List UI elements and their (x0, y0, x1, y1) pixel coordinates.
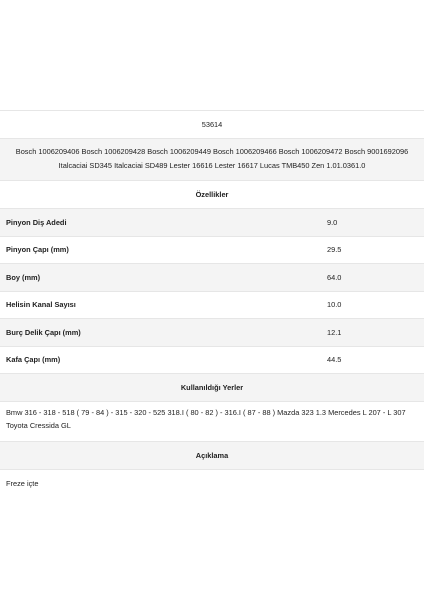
compatibility-row (0, 138, 424, 180)
product-code-row (0, 110, 424, 138)
description-heading-row (0, 441, 424, 469)
features-heading: Özellikler (195, 190, 229, 199)
spec-value: 44.5 (327, 355, 342, 365)
spec-label: Pinyon Diş Adedi (6, 217, 67, 227)
compatibility-text: Bosch 1006209406 Bosch 1006209428 Bosch 1006209449 Bosch 1006209466 Bosch 1006209472 Bosch 9001692096 Italcaciai SD345 Italcaciai SD489 Lester 16616 Lester 16617 Lucas TMB450 Zen 1.01.0361.0 (15, 147, 409, 170)
spec-label: Pinyon Çapı (mm) (6, 245, 69, 255)
usage-text: Bmw 316 - 318 - 518 ( 79 - 84 ) - 315 - 320 - 525 318.I ( 80 - 82 ) - 316.I ( 87 - 88 ) Mazda 323 1.3 Mercedes L 207 - L 307 Toyota Cressida GL (6, 408, 406, 430)
description-row (0, 469, 424, 497)
spec-row (0, 263, 424, 291)
spec-value: 12.1 (327, 327, 342, 337)
spec-label: Kafa Çapı (mm) (6, 355, 61, 365)
spec-row (0, 291, 424, 319)
top-blank-area (0, 0, 424, 110)
description-text: Freze içte (6, 479, 39, 488)
spec-label: Helisin Kanal Sayısı (6, 300, 76, 310)
spec-value: 29.5 (327, 245, 342, 255)
product-code: 53614 (201, 120, 223, 129)
spec-value: 9.0 (327, 217, 338, 227)
spec-value: 10.0 (327, 300, 342, 310)
usage-heading-row (0, 373, 424, 401)
spec-row (0, 236, 424, 264)
usage-row (0, 401, 424, 441)
spec-label: Burç Delik Çapı (mm) (6, 327, 81, 337)
description-heading: Açıklama (195, 451, 229, 460)
spec-label: Boy (mm) (6, 272, 41, 282)
spec-row (0, 346, 424, 374)
spec-row (0, 318, 424, 346)
usage-heading: Kullanıldığı Yerler (180, 383, 244, 392)
features-heading-row (0, 180, 424, 208)
spec-row (0, 208, 424, 236)
spec-value: 64.0 (327, 272, 342, 282)
